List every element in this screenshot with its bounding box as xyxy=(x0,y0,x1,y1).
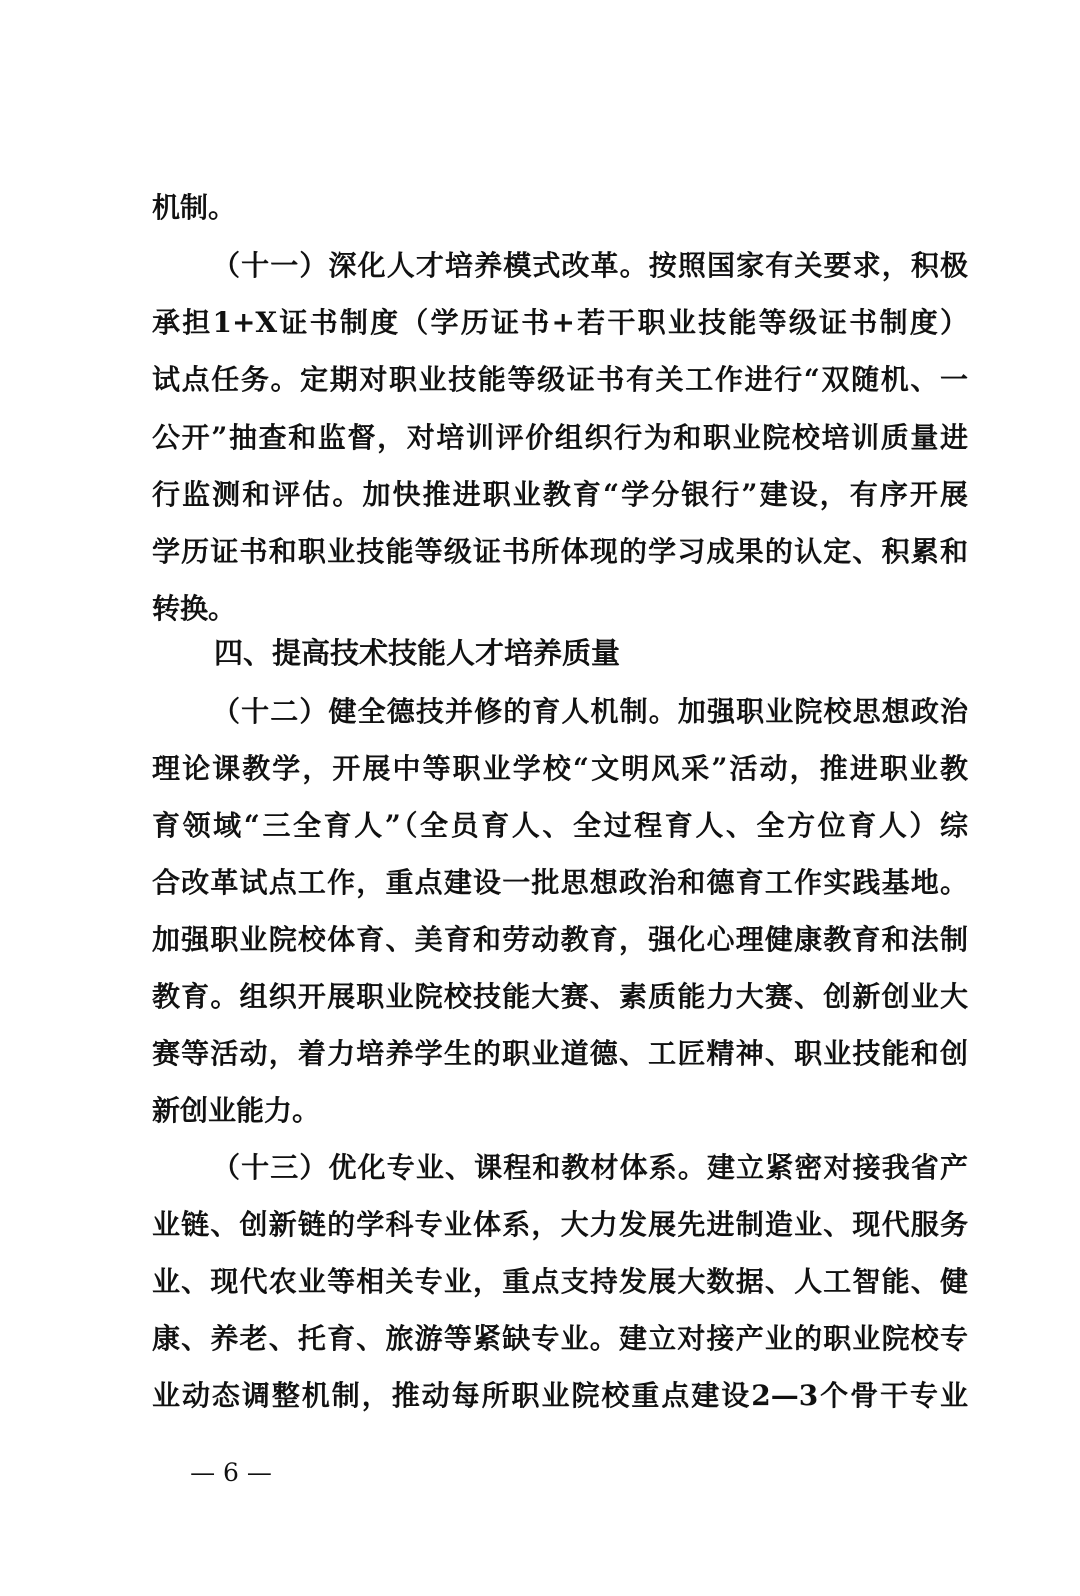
text-line: （十二）健全德技并修的育人机制。加强职业院校思想政治 xyxy=(212,695,968,728)
text-line: （十三）优化专业、课程和教材体系。建立紧密对接我省产 xyxy=(212,1151,968,1184)
text-line: 合改革试点工作，重点建设一批思想政治和德育工作实践基地。 xyxy=(152,866,968,899)
text-line: 业、现代农业等相关专业，重点支持发展大数据、人工智能、健 xyxy=(152,1265,968,1298)
text-line: 业动态调整机制，推动每所职业院校重点建设2—3个骨干专业 xyxy=(152,1379,968,1412)
text-line: 行监测和评估。加快推进职业教育“学分银行”建设，有序开展 xyxy=(152,478,968,511)
text-line: 理论课教学，开展中等职业学校“文明风采”活动，推进职业教 xyxy=(152,752,968,785)
text-line: 教育。组织开展职业院校技能大赛、素质能力大赛、创新创业大 xyxy=(152,980,968,1013)
text-line: 新创业能力。 xyxy=(152,1094,321,1127)
text-line: 机制。 xyxy=(152,191,237,224)
text-line: 学历证书和职业技能等级证书所体现的学习成果的认定、积累和 xyxy=(152,535,968,568)
text-line: 转换。 xyxy=(152,592,237,625)
text-line: 加强职业院校体育、美育和劳动教育，强化心理健康教育和法制 xyxy=(152,923,968,956)
text-line: 康、养老、托育、旅游等紧缺专业。建立对接产业的职业院校专 xyxy=(152,1322,968,1355)
text-line: 承担1+X证书制度（学历证书+若干职业技能等级证书制度） xyxy=(152,306,968,339)
text-line: 试点任务。定期对职业技能等级证书有关工作进行“双随机、一 xyxy=(152,363,968,396)
section-heading: 四、提高技术技能人才培养质量 xyxy=(214,636,621,670)
text-line: 业链、创新链的学科专业体系，大力发展先进制造业、现代服务 xyxy=(152,1208,968,1241)
page-number: — 6 — xyxy=(190,1458,272,1487)
text-line: 育领域“三全育人”（全员育人、全过程育人、全方位育人）综 xyxy=(152,809,968,842)
text-line: （十一）深化人才培养模式改革。按照国家有关要求，积极 xyxy=(212,249,968,282)
text-line: 赛等活动，着力培养学生的职业道德、工匠精神、职业技能和创 xyxy=(152,1037,968,1070)
text-line: 公开”抽查和监督，对培训评价组织行为和职业院校培训质量进 xyxy=(152,421,968,454)
